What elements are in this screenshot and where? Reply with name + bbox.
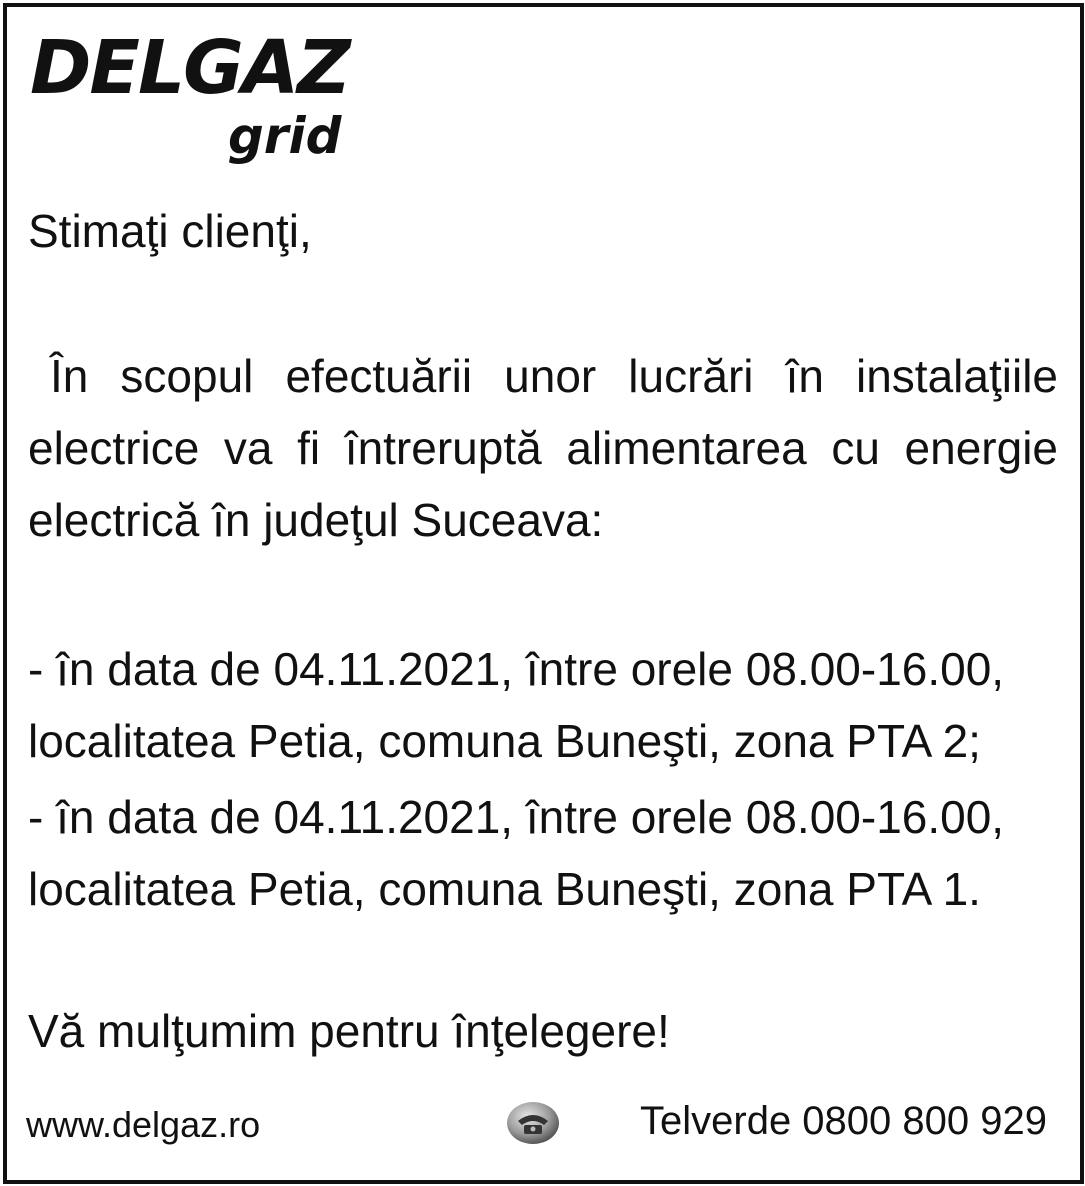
outage-item-1: [28, 633, 1058, 777]
closing-line: Vă mulţumim pentru înţelegere!: [28, 1005, 670, 1057]
delgaz-grid-logo: [30, 25, 370, 165]
intro-paragraph: [28, 340, 1058, 556]
outage-item-2-line-2: localitatea Petia, comuna Buneşti, zona PTA 1.: [28, 863, 981, 915]
hotline-number: Telverde 0800 800 929: [640, 1099, 1047, 1143]
greeting: Stimaţi clienţi,: [28, 205, 312, 257]
logo-brand: DELGAZ: [30, 25, 349, 111]
outage-item-1-line-1: - în data de 04.11.2021, între orele 08.00-16.00,: [28, 643, 1005, 695]
intro-text: În scopul efectuării unor lucrări în instalaţiile electrice va fi întreruptă alimentarea cu energie electrică în judeţul Suceava:: [28, 350, 1058, 546]
outage-item-2-line-1: - în data de 04.11.2021, între orele 08.00-16.00,: [28, 791, 1005, 843]
outage-item-1-line-2: localitatea Petia, comuna Buneşti, zona PTA 2;: [28, 715, 981, 767]
outage-item-2: [28, 781, 1058, 925]
logo-sub: grid: [228, 107, 342, 165]
telephone-icon: [506, 1101, 560, 1145]
website-link[interactable]: www.delgaz.ro: [26, 1104, 261, 1145]
